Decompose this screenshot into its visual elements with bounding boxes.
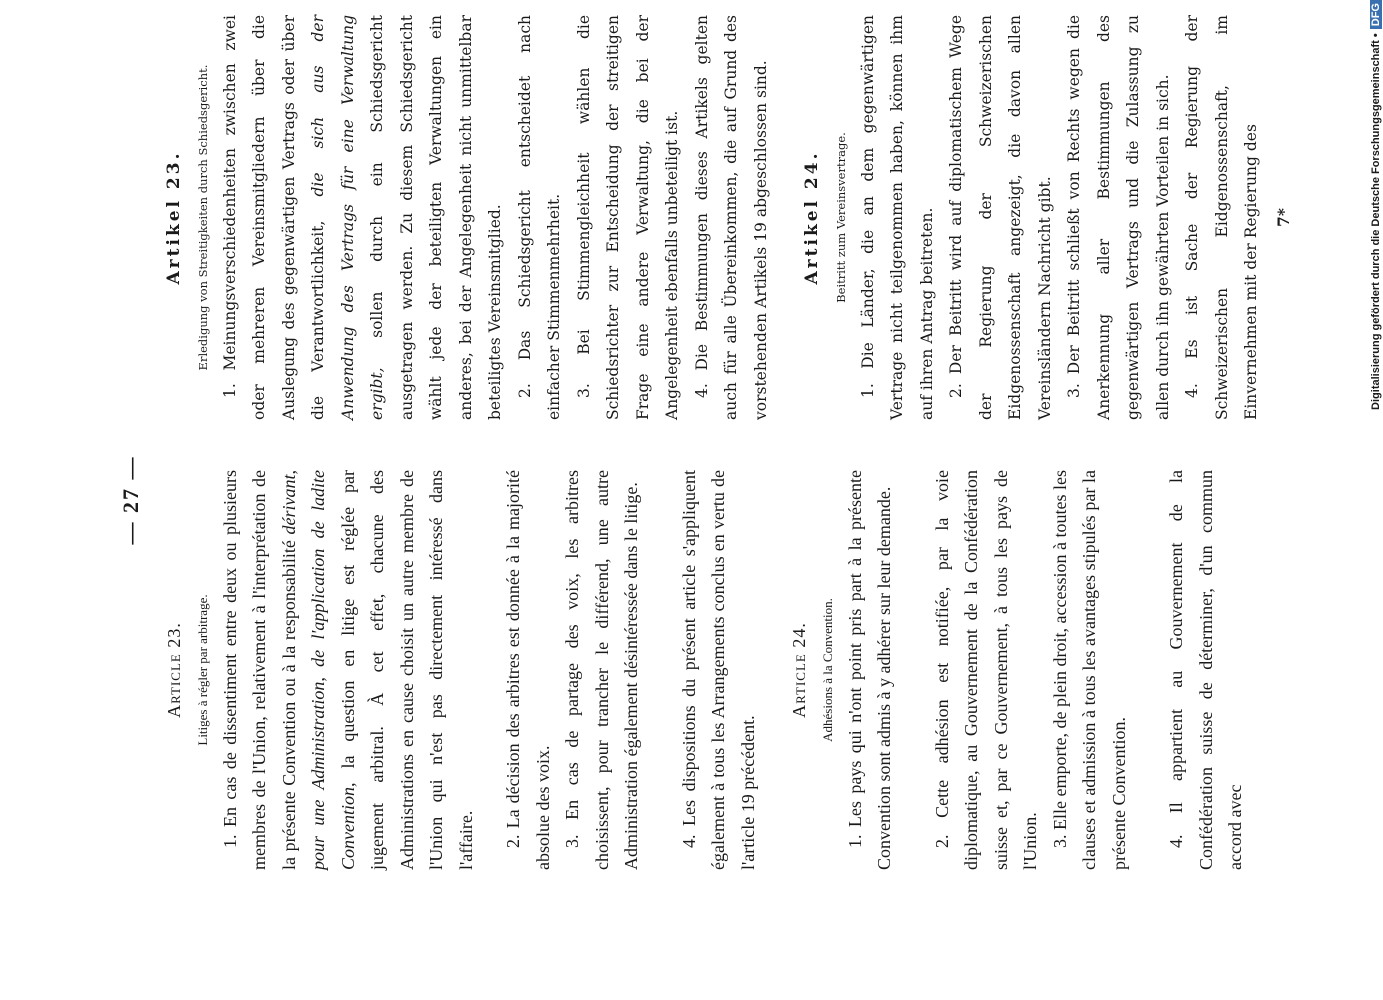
article-24-paragraph-3-fr: 3. Elle emporte, de plein droit, accession à toutes les clauses et admission à tous les avantages stipulés par la présente Convention. <box>1049 470 1129 870</box>
german-column <box>160 15 1298 420</box>
article-24-paragraph-4-fr: 4. Il appartient au Gouvernement de la Confédération suisse de déterminer, d'un commun accord avec <box>1166 470 1245 870</box>
article-24-paragraph-2-fr: 2. Cette adhésion est notifiée, par la voie diplomatique, au Gouvernement de la Confédération suisse et, par ce Gouvernement, à tous les pays de l'Union. <box>931 470 1040 870</box>
article-24-paragraph-1-de: 1. Die Länder, die an dem gegenwärtigen Vertrage nicht teilgenommen haben, können ihm auf ihren Antrag beitreten. <box>858 15 936 420</box>
italic-run: die sich aus der Anwendung des Vertrags für eine Verwaltung ergibt, <box>309 14 386 420</box>
text-run: 1. Meinungsverschiedenheiten zwischen zwei oder mehreren Vereinsmitgliedern über die Auslegung des gegenwärtigen Vertrags oder über die Verantwortlichkeit, <box>220 15 327 420</box>
italic-run: dérivant, pour une Administration, de l'application de ladite Convention, <box>278 470 358 870</box>
article-23-title-fr: Article 23. <box>164 622 184 718</box>
digitization-text: Digitalisierung gefördert durch die Deutsche Forschungsgemeinschaft • <box>1370 33 1382 410</box>
article-23-paragraph-4-de: 4. Die Bestimmungen dieses Artikels gelten auch für alle Übereinkommen, die auf Grund des vorstehenden Artikels 19 abgeschlossen sind. <box>692 15 770 420</box>
article-24-title-de: Artikel 24. <box>802 150 822 285</box>
article-24-title-fr: Article 24. <box>789 622 809 718</box>
article-23-paragraph-1-fr <box>216 470 482 870</box>
article-24-subtitle-fr: Adhésions à la Convention. <box>819 598 835 742</box>
article-23-paragraph-2-fr: 2. La décision des arbitres est donnée à la majorité absolue des voix. <box>503 470 553 870</box>
signature-mark: 7* <box>1273 208 1293 227</box>
dfg-logo: DFG <box>1370 0 1382 29</box>
french-column <box>160 470 1251 870</box>
article-24-paragraph-4-de: 4. Es ist Sache der Regierung der Schweizerischen Eidgenossenschaft, im Einvernehmen mit der Regierung des <box>1183 15 1260 420</box>
page-number: — 27 — <box>118 455 143 545</box>
article-23-paragraph-4-fr: 4. Les dispositions du présent article s'appliquent également à tous les Arrangements conclus en vertu de l'article 19 précédent. <box>678 470 758 870</box>
article-23-subtitle-de: Erledigung von Streitigkeiten durch Schiedsgericht. <box>195 64 210 371</box>
article-23-subtitle-fr: Litiges à régler par arbitrage. <box>194 594 210 746</box>
text-run: sollen durch ein Schiedsgericht ausgetragen werden. Zu diesem Schiedsgericht wählt jede der beteiligten Verwaltungen ein anderes, bei der Angelegenheit nicht unmittelbar beteiligtes Vereinsmitglied. <box>368 15 504 420</box>
article-24-subtitle-de: Beitritt zum Vereinsvertrage. <box>833 132 848 303</box>
article-24-paragraph-3-de: 3. Der Beitritt schließt von Rechts wegen die Anerkennung aller Bestimmungen des gegenwärtigen Vertrags und die Zulassung zu allen durch ihn gewährten Vorteilen in sich. <box>1065 15 1172 420</box>
article-23-paragraph-3-fr: 3. En cas de partage des voix, les arbitres choisissent, pour trancher le différend, une autre Administration également désintéressée dans le litige. <box>562 470 641 870</box>
digitization-note <box>1370 0 1382 980</box>
text-run: 1. En cas de dissentiment entre deux ou plusieurs membres de l'Union, relativement à l'interprétation de la présente Convention ou à la responsabilité <box>219 470 299 870</box>
article-23-paragraph-3-de: 3. Bei Stimmengleichheit wählen die Schiedsrichter zur Entscheidung der streitigen Frage eine andere Verwaltung, die bei der Angelegenheit ebenfalls unbeteiligt ist. <box>574 15 681 420</box>
article-23-paragraph-2-de: 2. Das Schiedsgericht entscheidet nach einfacher Stimmenmehrheit. <box>515 15 563 420</box>
article-23-paragraph-1-de <box>216 15 511 420</box>
text-run: la question en litige est réglée par jugement arbitral. À cet effet, chacune des Administrations en cause choisit un autre membre de l'Union qui n'est pas directement intéressé dans l'affaire. <box>337 469 476 870</box>
article-23-title-de: Artikel 23. <box>164 150 184 285</box>
article-24-paragraph-1-fr: 1. Les pays qui n'ont point pris part à la présente Convention sont admis à y adhérer sur leur demande. <box>844 470 894 870</box>
article-24-paragraph-2-de: 2. Der Beitritt wird auf diplomatischem Wege der Regierung der Schweizerischen Eidgenossenschaft angezeigt, die davon allen Vereinsländern Nachricht gibt. <box>947 15 1054 420</box>
